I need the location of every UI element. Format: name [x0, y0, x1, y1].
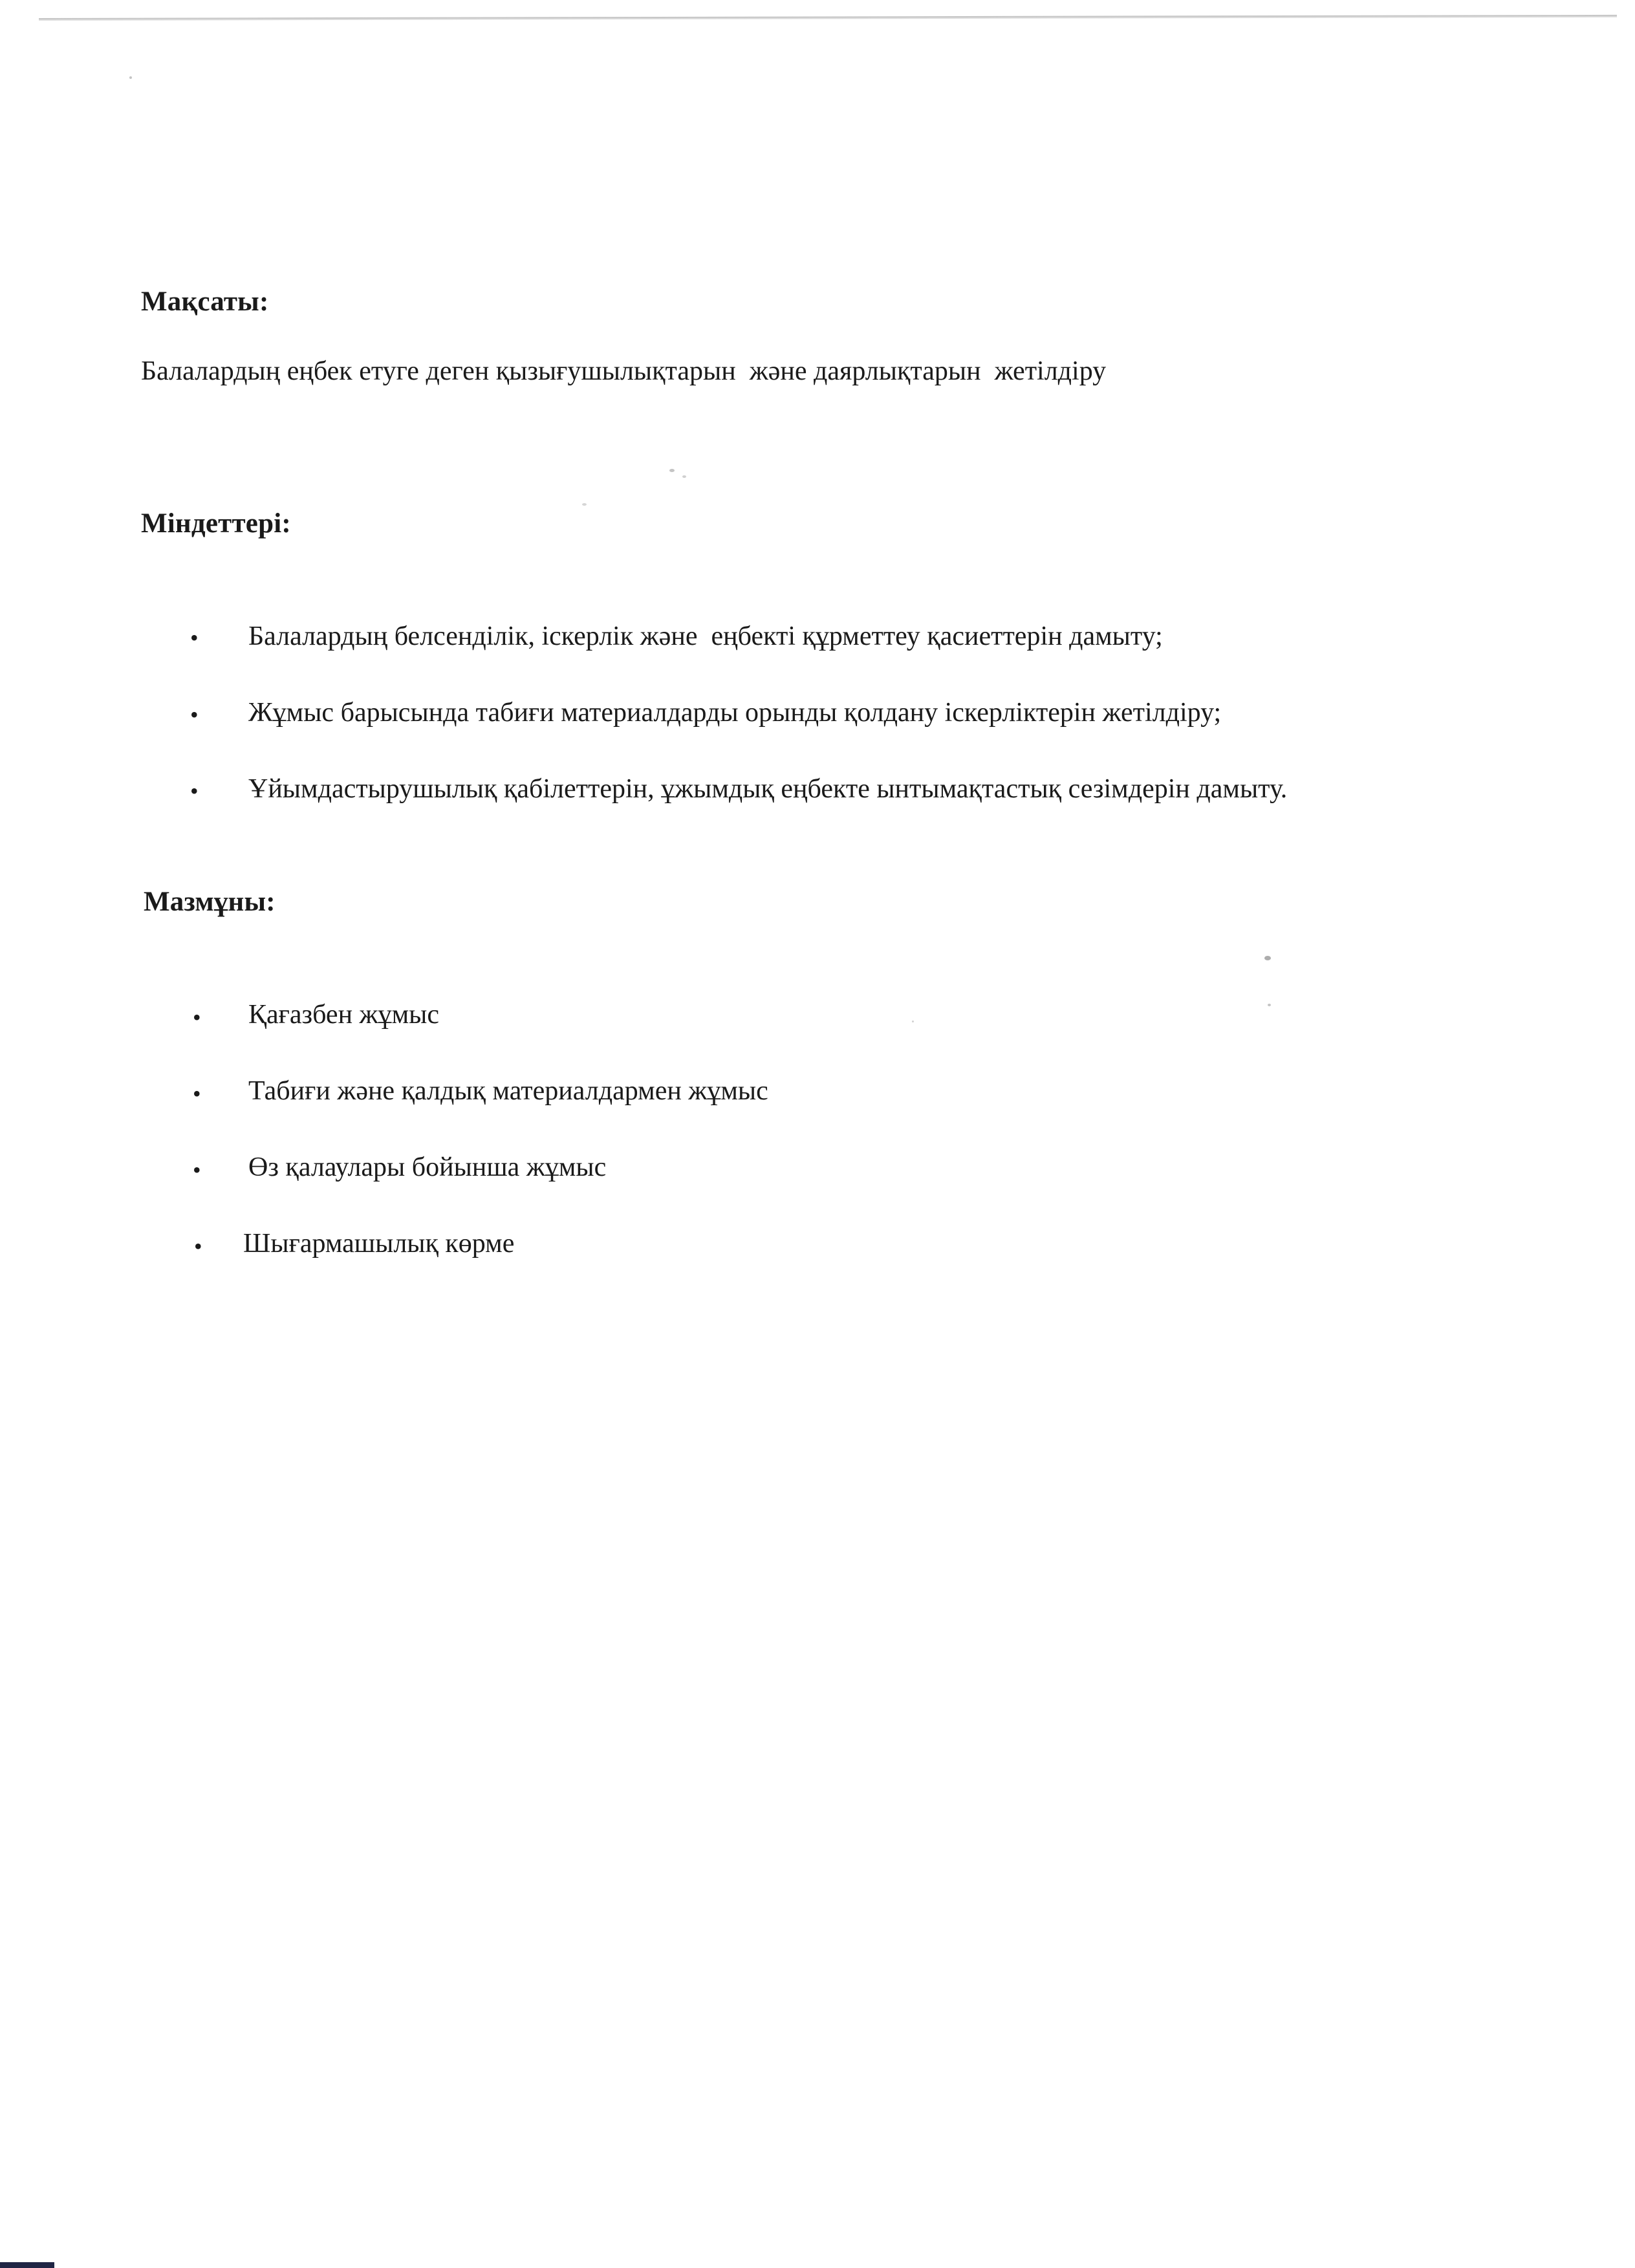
bullet-icon: • — [193, 1081, 201, 1107]
content-item-2: Табиғи және қалдық материалдармен жұмыс — [248, 1076, 768, 1106]
scan-speck — [912, 1021, 914, 1022]
bullet-icon: • — [193, 1004, 201, 1030]
scan-speck — [669, 469, 675, 472]
goal-heading: Мақсаты: — [141, 286, 269, 317]
task-item-1: Балалардың белсенділік, іскерлік және еңбекті құрметтеу қасиеттерін дамыту; — [248, 621, 1163, 651]
bullet-icon: • — [193, 1157, 201, 1183]
content-item-1: Қағазбен жұмыс — [248, 1000, 440, 1030]
tasks-heading: Міндеттері: — [141, 508, 291, 539]
scan-corner-mark — [0, 2262, 54, 2268]
task-item-2: Жұмыс барысында табиғи материалдарды орынды қолдану іскерліктерін жетілдіру; — [248, 698, 1222, 728]
bullet-icon: • — [190, 625, 199, 651]
bullet-icon: • — [194, 1233, 202, 1259]
content-heading: Мазмұны: — [144, 887, 276, 917]
scan-speck — [1268, 1004, 1271, 1006]
goal-text: Балалардың еңбек етуге деген қызығушылықтарын және даярлықтарын жетілдіру — [141, 356, 1107, 386]
scan-speck — [1264, 956, 1271, 960]
bullet-icon: • — [190, 778, 199, 804]
scan-speck — [129, 76, 132, 79]
content-item-4: Шығармашылық көрме — [243, 1229, 515, 1258]
content-item-3: Өз қалаулары бойынша жұмыс — [248, 1152, 607, 1182]
scan-speck — [682, 475, 686, 478]
task-item-3: Ұйымдастырушылық қабілеттерін, ұжымдық еңбекте ынтымақтастық сезімдерін дамыту. — [248, 774, 1288, 804]
scan-speck — [582, 503, 587, 506]
scan-top-margin — [0, 0, 1635, 17]
bullet-icon: • — [190, 702, 199, 728]
